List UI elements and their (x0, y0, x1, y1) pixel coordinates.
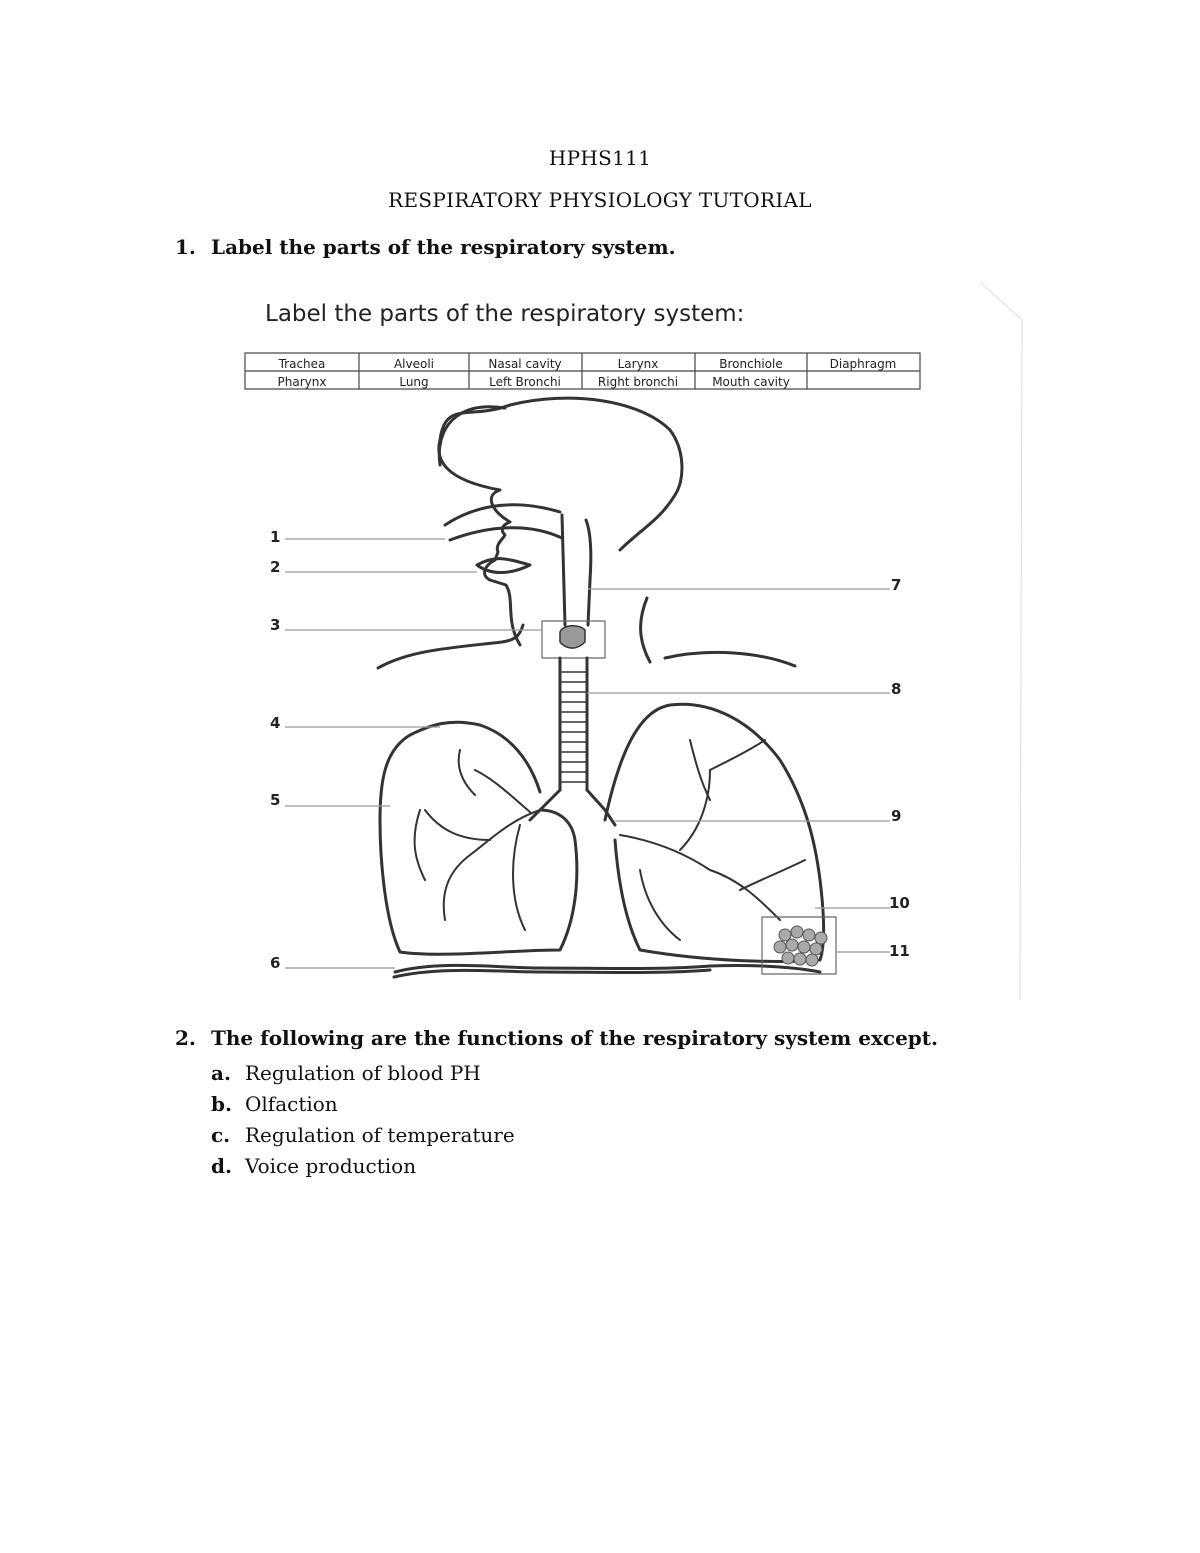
respiratory-diagram (240, 280, 1030, 1000)
option-letter: d. (211, 1154, 232, 1178)
question-1-number: 1. (175, 235, 196, 259)
label-number-7: 7 (891, 576, 902, 594)
question-2 (175, 1026, 938, 1050)
question-1 (175, 235, 676, 259)
option-text: Olfaction (245, 1092, 338, 1116)
option-b (211, 1089, 515, 1120)
course-code: HPHS111 (548, 146, 652, 170)
question-2-options (211, 1058, 515, 1182)
word-bank-cell: Right bronchi (597, 375, 679, 389)
label-number-8: 8 (891, 680, 902, 698)
question-1-text: Label the parts of the respiratory system. (211, 235, 676, 259)
diagram-heading: Label the parts of the respiratory system: (265, 301, 745, 327)
option-c (211, 1120, 515, 1151)
respiratory-system-illustration (378, 398, 836, 977)
label-number-10: 10 (889, 894, 910, 912)
option-letter: a. (211, 1061, 231, 1085)
label-number-9: 9 (891, 807, 902, 825)
question-2-text: The following are the functions of the respiratory system except. (211, 1026, 938, 1050)
label-number-11: 11 (889, 942, 910, 960)
word-bank-cell: Alveoli (393, 357, 435, 371)
option-text: Voice production (245, 1154, 417, 1178)
option-text: Regulation of blood PH (245, 1061, 481, 1085)
word-bank-cell: Nasal cavity (488, 357, 562, 371)
label-number-2: 2 (270, 558, 281, 576)
option-text: Regulation of temperature (245, 1123, 515, 1147)
option-a (211, 1058, 515, 1089)
option-letter: c. (211, 1123, 231, 1147)
word-bank-cell: Diaphragm (829, 357, 897, 371)
document-title: RESPIRATORY PHYSIOLOGY TUTORIAL (388, 188, 812, 212)
word-bank-cell: Larynx (617, 357, 659, 371)
word-bank-cell: Pharynx (277, 375, 327, 389)
label-number-6: 6 (270, 954, 281, 972)
word-bank-cell: Lung (399, 375, 429, 389)
label-number-5: 5 (270, 791, 281, 809)
option-letter: b. (211, 1092, 232, 1116)
label-number-1: 1 (270, 528, 281, 546)
question-2-number: 2. (175, 1026, 196, 1050)
word-bank-table (245, 353, 920, 389)
word-bank-cell: Trachea (278, 357, 326, 371)
option-d (211, 1151, 515, 1182)
word-bank-cell: Mouth cavity (712, 375, 790, 389)
label-number-4: 4 (270, 714, 281, 732)
label-number-3: 3 (270, 616, 281, 634)
word-bank-cell: Bronchiole (719, 357, 783, 371)
word-bank-cell: Left Bronchi (489, 375, 561, 389)
